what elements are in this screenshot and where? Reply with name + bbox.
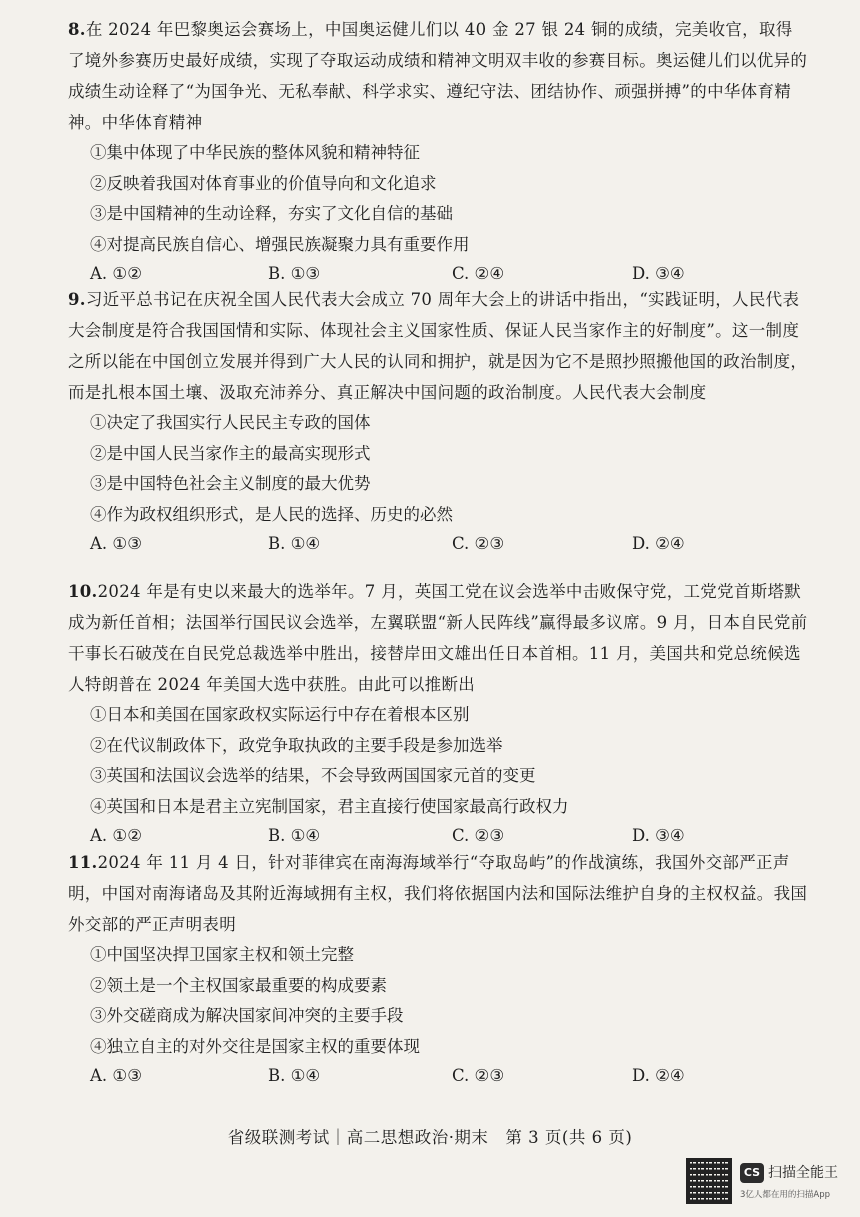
- statement-2: ②反映着我国对体育事业的价值导向和文化追求: [90, 173, 437, 193]
- choice-b: B. ①④: [268, 534, 321, 553]
- question-text: 习近平总书记在庆祝全国人民代表大会成立 70 周年大会上的讲话中指出，“实践证明，人民代表大会制度是符合我国国情和实际、体现社会主义国家性质、保证人民当家作主的好制度”。这一制度之所以能在中国创立发展并得到广大人民的认同和拥护，就是因为它不是照抄照搬他国的政治制度，而是扎根本国土壤、汲取充沛养分、真正解决中国问题的政治制度。人民代表大会制度: [68, 290, 808, 402]
- question-10: [68, 576, 808, 852]
- statement-4: ④对提高民族自信心、增强民族凝聚力具有重要作用: [90, 234, 470, 254]
- choice-d: D. ②④: [632, 534, 685, 553]
- question-stem: [68, 576, 808, 700]
- question-number: 10.: [68, 582, 98, 601]
- answer-choices: [90, 1062, 808, 1092]
- statement-1: ①决定了我国实行人民民主专政的国体: [90, 413, 371, 432]
- camscanner-logo: CS: [740, 1163, 764, 1183]
- choice-c: C. ②③: [452, 534, 505, 553]
- statement-4: ④作为政权组织形式，是人民的选择、历史的必然: [90, 504, 453, 524]
- statement-1: ①中国坚决捍卫国家主权和领土完整: [90, 945, 354, 964]
- statement-3: ③是中国特色社会主义制度的最大优势: [90, 474, 371, 493]
- choice-b: B. ①④: [268, 826, 321, 845]
- statement-2: ②在代议制政体下，政党争取执政的主要手段是参加选举: [90, 735, 503, 755]
- choice-c: C. ②③: [452, 826, 505, 845]
- choice-a: A. ①②: [90, 826, 142, 845]
- statement-2: ②领土是一个主权国家最重要的构成要素: [90, 975, 387, 995]
- question-text: 在 2024 年巴黎奥运会赛场上，中国奥运健儿们以 40 金 27 银 24 铜的成绩，完美收官，取得了境外参赛历史最好成绩，实现了夺取运动成绩和精神文明双丰收的参赛目标。奥运健儿们以优异的成绩生动诠释了“为国争光、无私奉献、科学求实、遵纪守法、团结协作、顽强拼搏”的中华体育精神。中华体育精神: [68, 20, 808, 132]
- statement-1: ①日本和美国在国家政权实际运行中存在着根本区别: [90, 705, 470, 724]
- choice-c: C. ②④: [452, 264, 505, 283]
- question-number: 8.: [68, 20, 86, 39]
- choice-d: D. ③④: [632, 826, 685, 845]
- statement-3: ③外交磋商成为解决国家间冲突的主要手段: [90, 1006, 404, 1025]
- question-stem: [68, 847, 808, 940]
- choice-d: D. ②④: [632, 1066, 685, 1085]
- question-11: [68, 847, 808, 1092]
- question-8: [68, 14, 808, 290]
- page-footer: 省级联测考试｜高二思想政治·期末 第 3 页(共 6 页): [227, 1128, 633, 1147]
- choice-d: D. ③④: [632, 264, 685, 283]
- statement-3: ③英国和法国议会选举的结果，不会导致两国国家元首的变更: [90, 766, 536, 785]
- statement-2: ②是中国人民当家作主的最高实现形式: [90, 443, 371, 463]
- question-number: 11.: [68, 853, 98, 872]
- question-9: [68, 284, 808, 560]
- statement-1: ①集中体现了中华民族的整体风貌和精神特征: [90, 143, 420, 162]
- choice-b: B. ①④: [268, 1066, 321, 1085]
- qr-code-icon: [686, 1158, 732, 1204]
- question-stem: [68, 284, 808, 408]
- question-text: 2024 年 11 月 4 日，针对菲律宾在南海海域举行“夺取岛屿”的作战演练，我国外交部严正声明，中国对南海诸岛及其附近海域拥有主权，我们将依据国内法和国际法维护自身的主权权益。我国外交部的严正声明表明: [68, 853, 808, 934]
- choice-a: A. ①③: [90, 534, 142, 553]
- question-text: 2024 年是有史以来最大的选举年。7 月，英国工党在议会选举中击败保守党，工党党首斯塔默成为新任首相；法国举行国民议会选举，左翼联盟“新人民阵线”赢得最多议席。9 月，日本自民党前干事长石破茂在自民党总裁选举中胜出，接替岸田文雄出任日本首相。11 月，美国共和党总统候选人特朗普在 2024 年美国大选中获胜。由此可以推断出: [68, 582, 808, 694]
- choice-a: A. ①②: [90, 264, 142, 283]
- scanner-brand-name: 扫描全能王: [768, 1165, 838, 1181]
- statement-4: ④独立自主的对外交往是国家主权的重要体现: [90, 1036, 420, 1056]
- statement-4: ④英国和日本是君主立宪制国家，君主直接行使国家最高行政权力: [90, 796, 569, 816]
- question-stem: [68, 14, 808, 138]
- choice-c: C. ②③: [452, 1066, 505, 1085]
- scanner-tagline: 3亿人都在用的扫描App: [740, 1190, 831, 1200]
- choice-a: A. ①③: [90, 1066, 142, 1085]
- choice-b: B. ①③: [268, 264, 321, 283]
- question-number: 9.: [68, 290, 86, 309]
- statement-3: ③是中国精神的生动诠释，夯实了文化自信的基础: [90, 204, 453, 223]
- answer-choices: [90, 530, 808, 560]
